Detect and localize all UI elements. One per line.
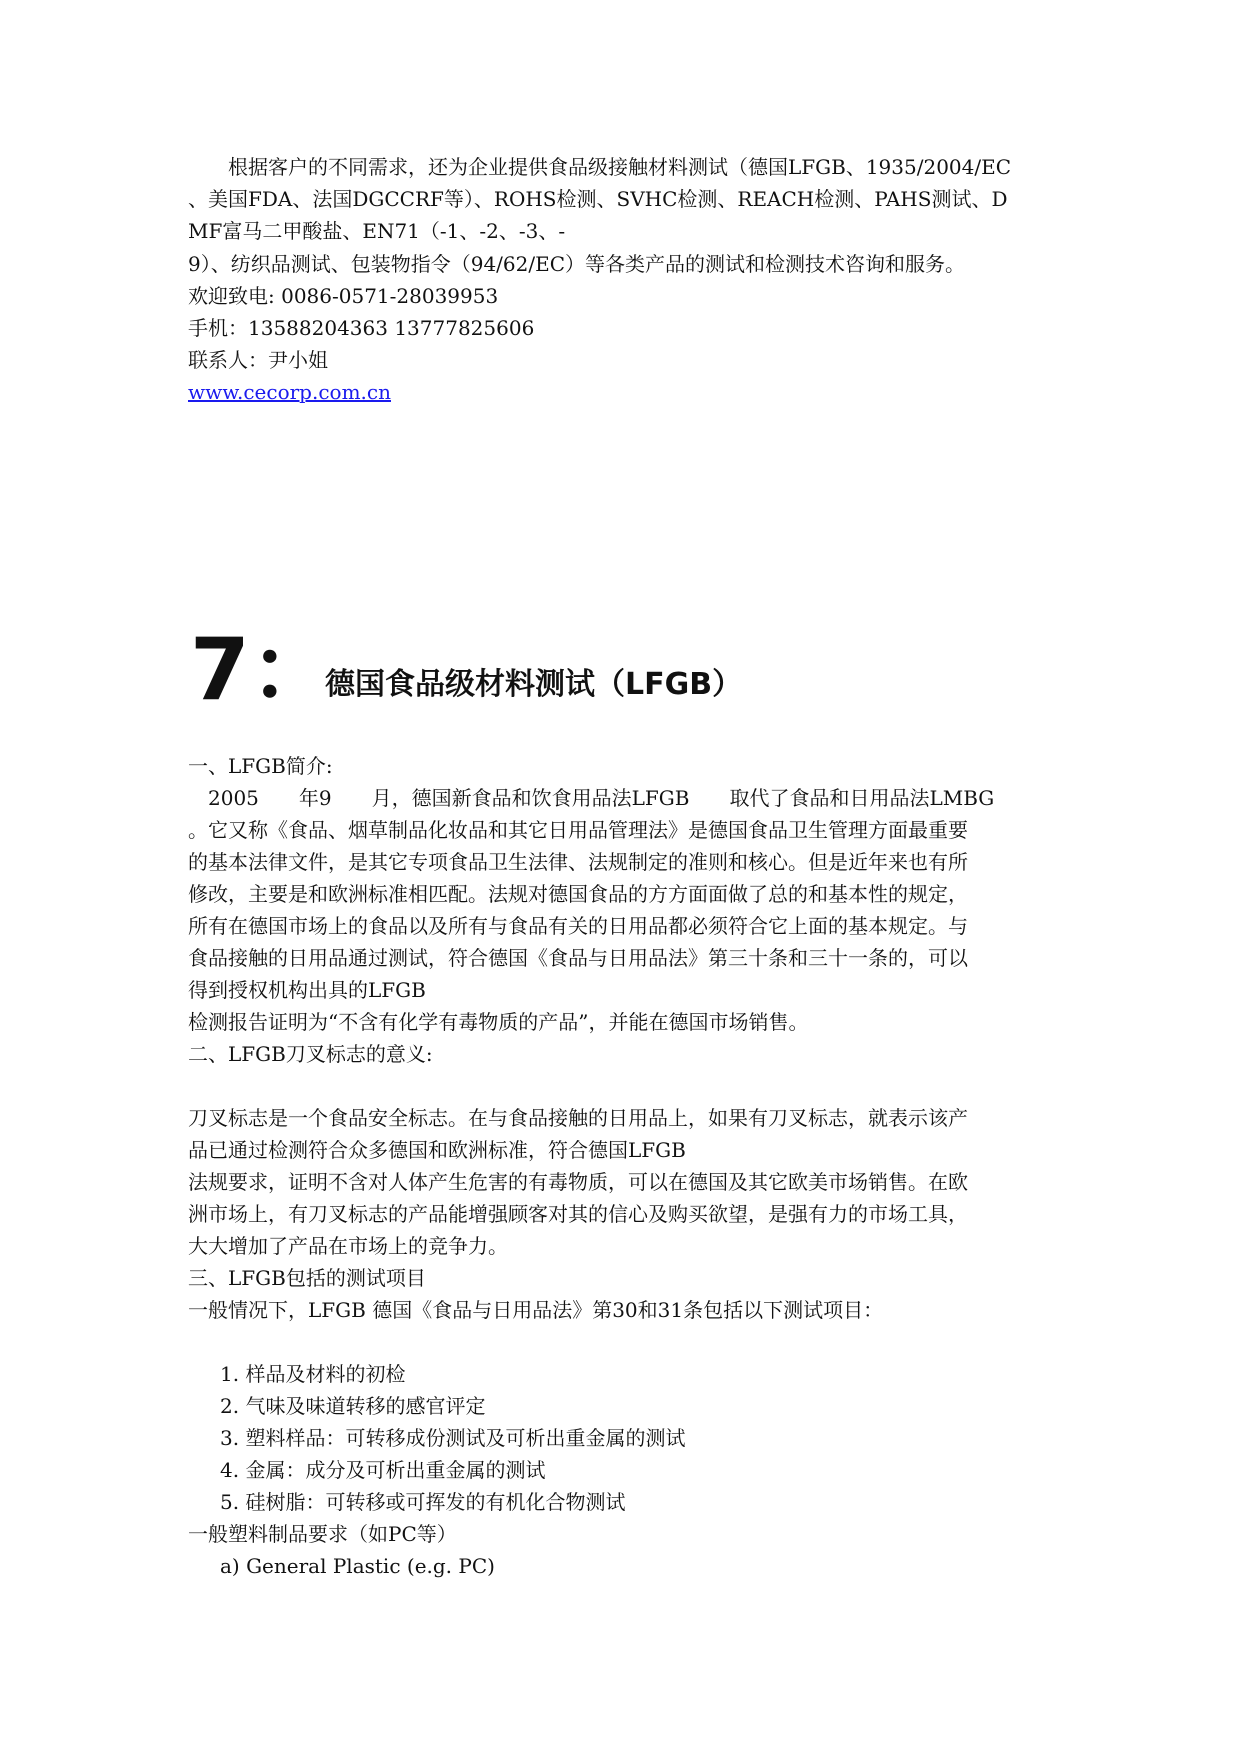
part1-line: 的基本法律文件，是其它专项食品卫生法律、法规制定的准则和核心。但是近年来也有所: [188, 850, 968, 874]
test-item: 2. 气味及味道转移的感官评定: [220, 1394, 486, 1418]
contact-line: 联系人：尹小姐: [188, 348, 328, 372]
part2-heading: 二、LFGB刀叉标志的意义:: [188, 1042, 433, 1066]
part1-line: 2005 年9 月，德国新食品和饮食用品法LFGB 取代了食品和日用品法LMBG: [188, 786, 995, 810]
test-item: 5. 硅树脂：可转移或可挥发的有机化合物测试: [220, 1490, 626, 1514]
part3-intro: 一般情况下，LFGB 德国《食品与日用品法》第30和31条包括以下测试项目：: [188, 1298, 884, 1322]
phone-line: 欢迎致电: 0086-0571-28039953: [188, 284, 499, 308]
intro-line: 、美国FDA、法国DGCCRF等）、ROHS检测、SVHC检测、REACH检测、PAHS测试、D: [188, 187, 1008, 211]
part2-line: 大大增加了产品在市场上的竞争力。: [188, 1234, 508, 1258]
part1-heading: 一、LFGB简介:: [188, 754, 333, 778]
intro-line: MF富马二甲酸盐、EN71（-1、-2、-3、-: [188, 219, 566, 243]
test-item: 3. 塑料样品：可转移成份测试及可析出重金属的测试: [220, 1426, 686, 1450]
part3-heading: 三、LFGB包括的测试项目: [188, 1266, 426, 1290]
website-link[interactable]: www.cecorp.com.cn: [188, 380, 391, 404]
intro-line: 根据客户的不同需求，还为企业提供食品级接触材料测试（德国LFGB、1935/2004/EC: [188, 155, 1012, 179]
section-title: 德国食品级材料测试（LFGB）: [325, 667, 743, 702]
part1-line: 食品接触的日用品通过测试，符合德国《食品与日用品法》第三十条和三十一条的，可以: [188, 946, 968, 970]
mobile-line: 手机：13588204363 13777825606: [188, 316, 535, 340]
part1-line: 得到授权机构出具的LFGB: [188, 978, 426, 1002]
section-number: 7：: [190, 620, 336, 720]
test-item: 1. 样品及材料的初检: [220, 1362, 406, 1386]
part2-line: 法规要求，证明不含对人体产生危害的有毒物质，可以在德国及其它欧美市场销售。在欧: [188, 1170, 968, 1194]
part1-line: 。它又称《食品、烟草制品化妆品和其它日用品管理法》是德国食品卫生管理方面最重要: [188, 818, 968, 842]
website-row: [188, 378, 391, 406]
part2-line: 品已通过检测符合众多德国和欧洲标准，符合德国LFGB: [188, 1138, 686, 1162]
intro-line: 9）、纺织品测试、包装物指令（94/62/EC）等各类产品的测试和检测技术咨询和服务。: [188, 252, 966, 276]
plastic-heading: 一般塑料制品要求（如PC等）: [188, 1522, 457, 1546]
part2-line: 洲市场上，有刀叉标志的产品能增强顾客对其的信心及购买欲望，是强有力的市场工具，: [188, 1202, 968, 1226]
part1-line: 所有在德国市场上的食品以及所有与食品有关的日用品都必须符合它上面的基本规定。与: [188, 914, 968, 938]
part2-line: 刀叉标志是一个食品安全标志。在与食品接触的日用品上，如果有刀叉标志，就表示该产: [188, 1106, 968, 1130]
test-item: 4. 金属：成分及可析出重金属的测试: [220, 1458, 546, 1482]
plastic-item: a) General Plastic (e.g. PC): [220, 1554, 495, 1578]
part1-line: 修改，主要是和欧洲标准相匹配。法规对德国食品的方方面面做了总的和基本性的规定，: [188, 882, 968, 906]
part1-line: 检测报告证明为“不含有化学有毒物质的产品”，并能在德国市场销售。: [188, 1010, 809, 1034]
